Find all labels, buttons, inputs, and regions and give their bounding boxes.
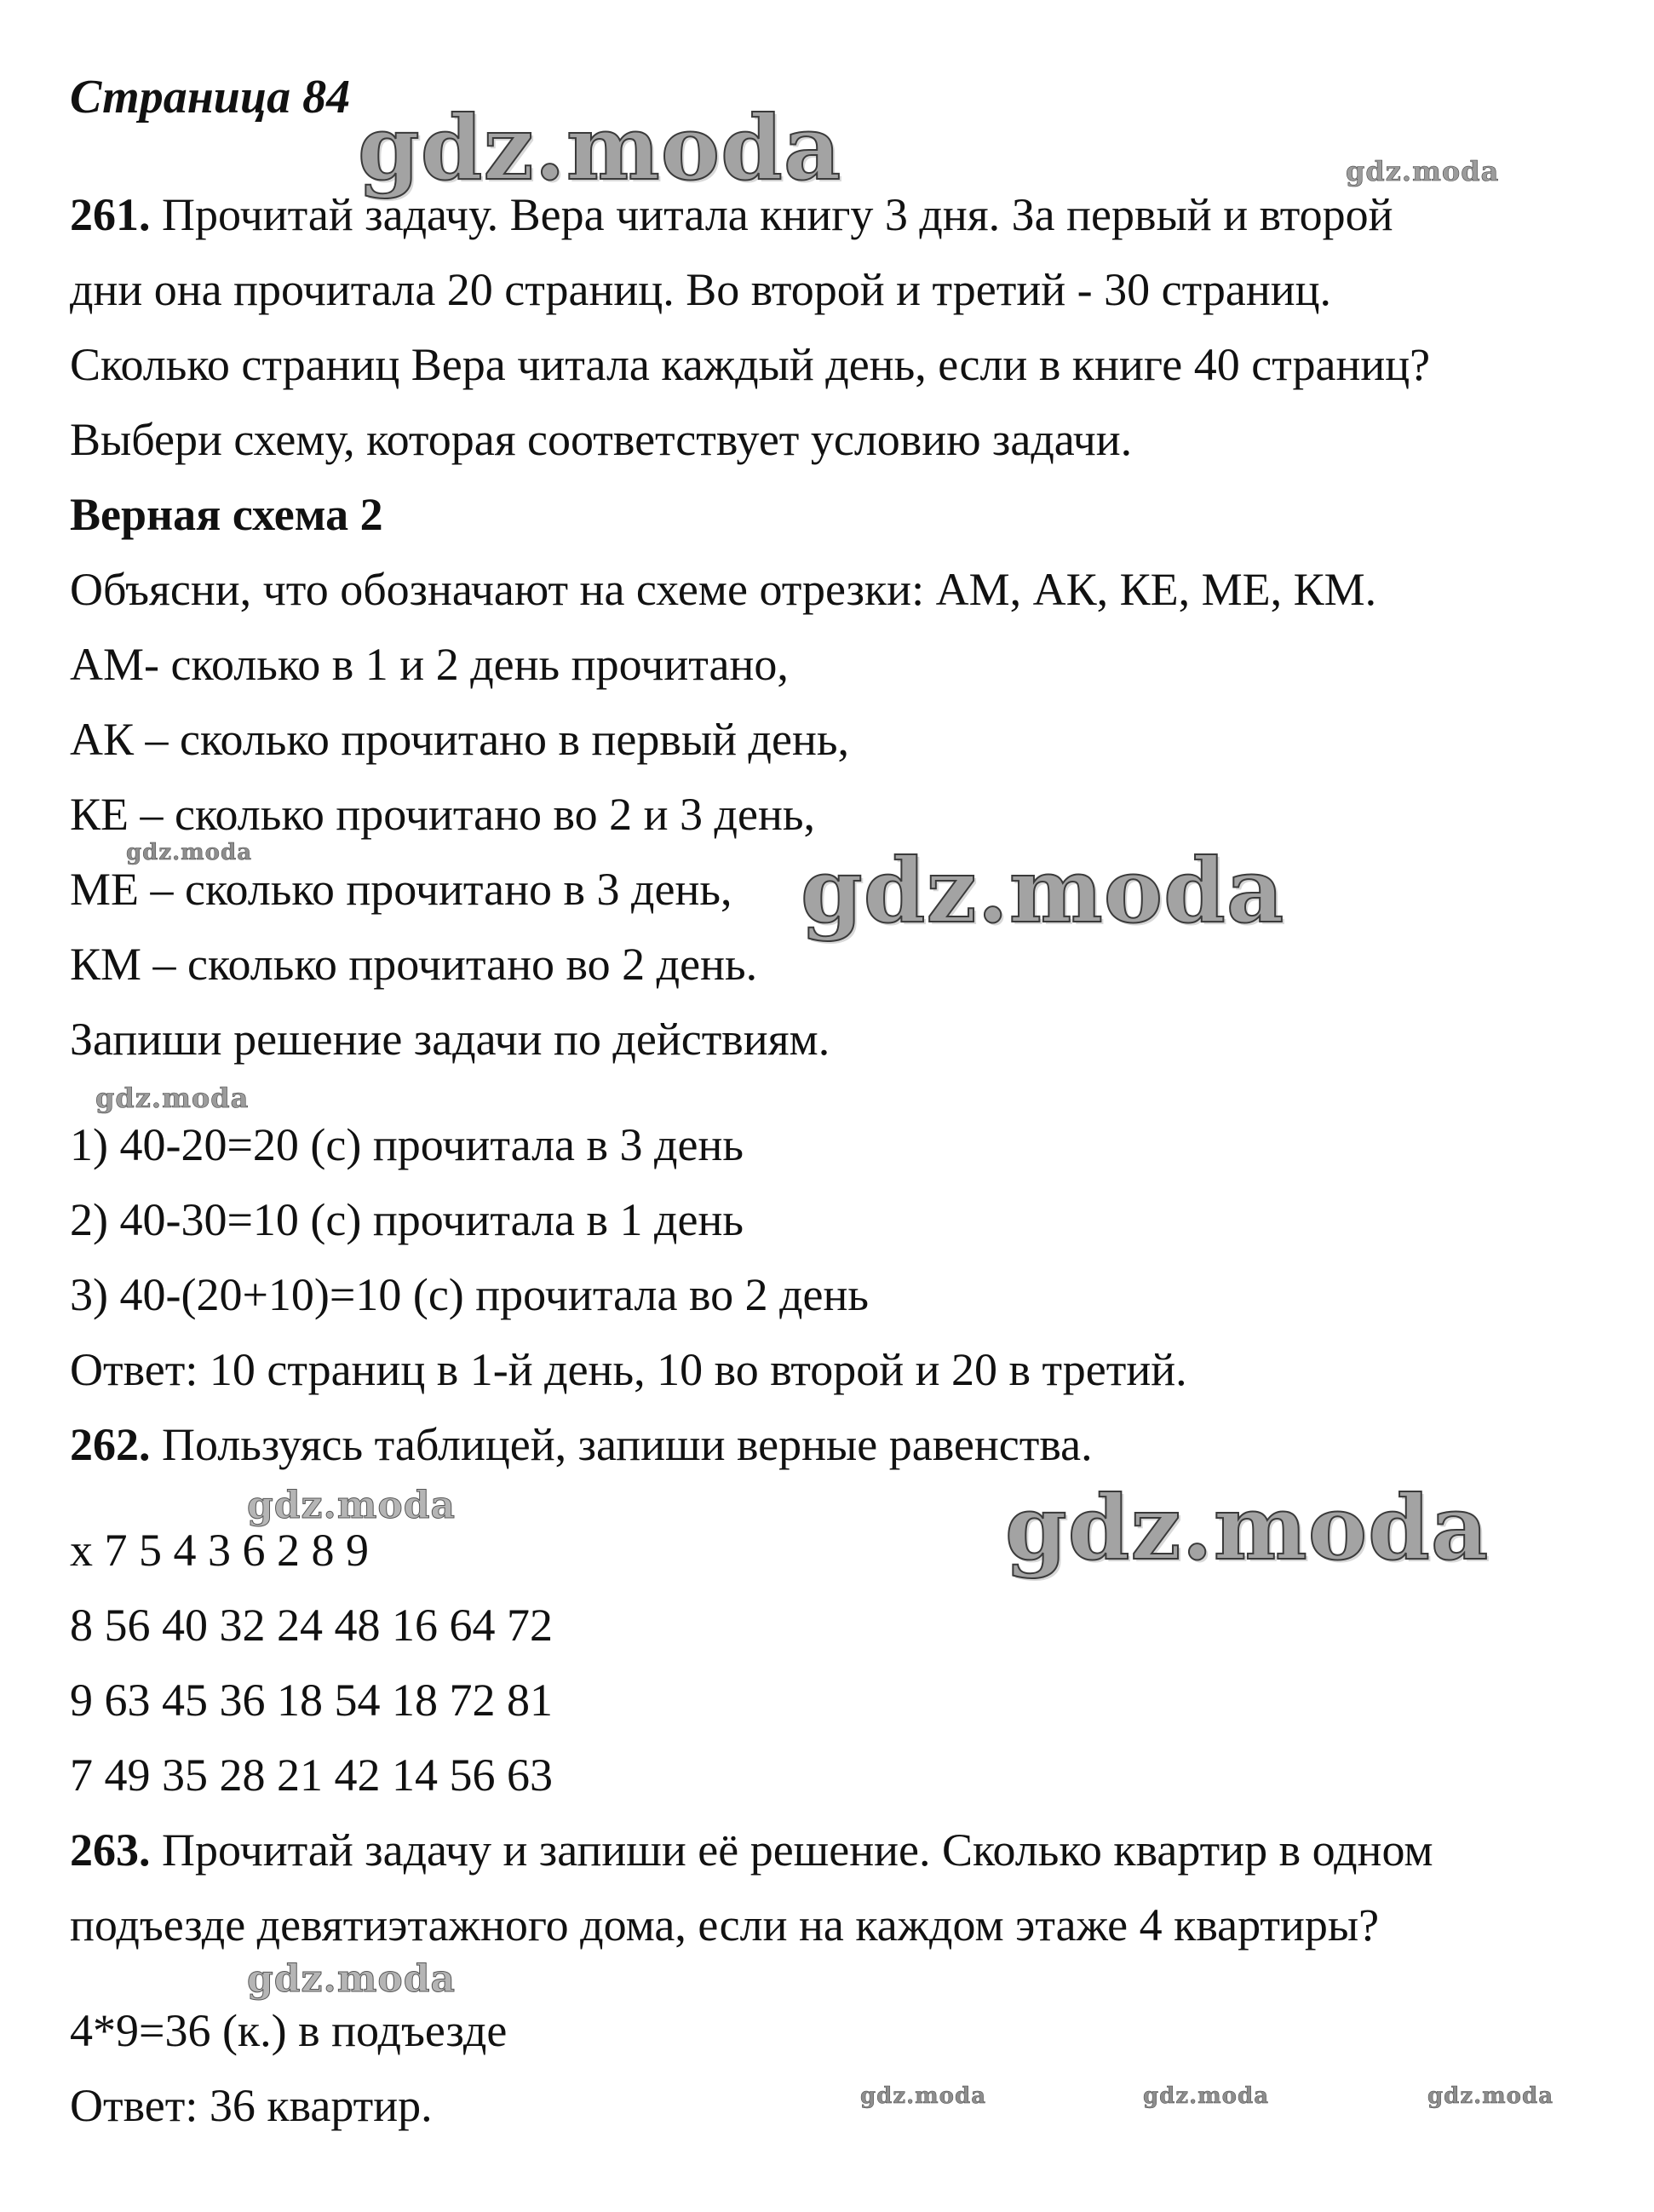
watermark-tiny-bottom-1: gdz.moda <box>860 2083 987 2109</box>
watermark-big-right: gdz.moda <box>1005 1475 1490 1580</box>
watermark-tiny-left: gdz.moda <box>126 840 253 865</box>
solution-step-2: 2) 40-30=10 (с) прочитала в 1 день <box>70 1194 744 1245</box>
task-263-text: Прочитай задачу и запиши её решение. Сколько квартир в одном <box>162 1824 1433 1876</box>
task-261-line-4: Выбери схему, которая соответствует условию задачи. <box>70 414 1133 465</box>
task-261-number: 261. <box>70 189 151 240</box>
table-row-8: 8 56 40 32 24 48 16 64 72 <box>70 1600 553 1651</box>
task-262-line <box>70 1417 1093 1472</box>
table-row-9: 9 63 45 36 18 54 18 72 81 <box>70 1675 553 1726</box>
answer-heading: Верная схема 2 <box>70 489 383 540</box>
segment-ke: КЕ – сколько прочитано во 2 и 3 день, <box>70 789 815 840</box>
watermark-big-middle: gdz.moda <box>801 838 1285 943</box>
segment-km: КМ – сколько прочитано во 2 день. <box>70 939 758 990</box>
segment-me: МЕ – сколько прочитано в 3 день, <box>70 864 732 915</box>
task-263-line-2: подъезде девятиэтажного дома, если на каждом этаже 4 квартиры? <box>70 1899 1380 1951</box>
table-row-header: x 7 5 4 3 6 2 8 9 <box>70 1525 369 1576</box>
solution-prompt: Запиши решение задачи по действиям. <box>70 1014 830 1065</box>
segment-ak: АК – сколько прочитано в первый день, <box>70 714 850 765</box>
task-262-text: Пользуясь таблицей, запиши верные равенства. <box>162 1419 1093 1470</box>
task-263-line-1 <box>70 1823 1433 1877</box>
solution-step-1: 1) 40-20=20 (с) прочитала в 3 день <box>70 1119 744 1170</box>
watermark-tiny-bottom-2: gdz.moda <box>1143 2083 1270 2109</box>
task-261-line-2: дни она прочитала 20 страниц. Во второй и третий - 30 страниц. <box>70 264 1332 315</box>
watermark-small-top-right: gdz.moda <box>1346 155 1500 187</box>
watermark-mid-table: gdz.moda <box>247 1484 457 1527</box>
watermark-big-top: gdz.moda <box>358 95 842 200</box>
task-263-number: 263. <box>70 1824 151 1876</box>
watermark-small-left: gdz.moda <box>95 1082 250 1114</box>
watermark-mid-bottom: gdz.moda <box>247 1957 457 2001</box>
solution-step-3: 3) 40-(20+10)=10 (с) прочитала во 2 день <box>70 1269 870 1320</box>
watermark-tiny-bottom-3: gdz.moda <box>1427 2083 1554 2109</box>
segment-am: АМ- сколько в 1 и 2 день прочитано, <box>70 639 789 690</box>
task-263-solution: 4*9=36 (к.) в подъезде <box>70 2005 508 2056</box>
task-261-line-3: Сколько страниц Вера читала каждый день, если в книге 40 страниц? <box>70 339 1431 390</box>
task-261-answer: Ответ: 10 страниц в 1-й день, 10 во второй и 20 в третий. <box>70 1344 1187 1395</box>
task-262-number: 262. <box>70 1419 151 1470</box>
task-263-answer: Ответ: 36 квартир. <box>70 2080 433 2131</box>
task-261-text: Прочитай задачу. Вера читала книгу 3 дня. За первый и второй <box>162 189 1393 240</box>
table-row-7: 7 49 35 28 21 42 14 56 63 <box>70 1749 553 1801</box>
page-title: Страница 84 <box>70 71 351 124</box>
explain-prompt: Объясни, что обозначают на схеме отрезки: АМ, АК, КЕ, МЕ, КМ. <box>70 564 1377 615</box>
